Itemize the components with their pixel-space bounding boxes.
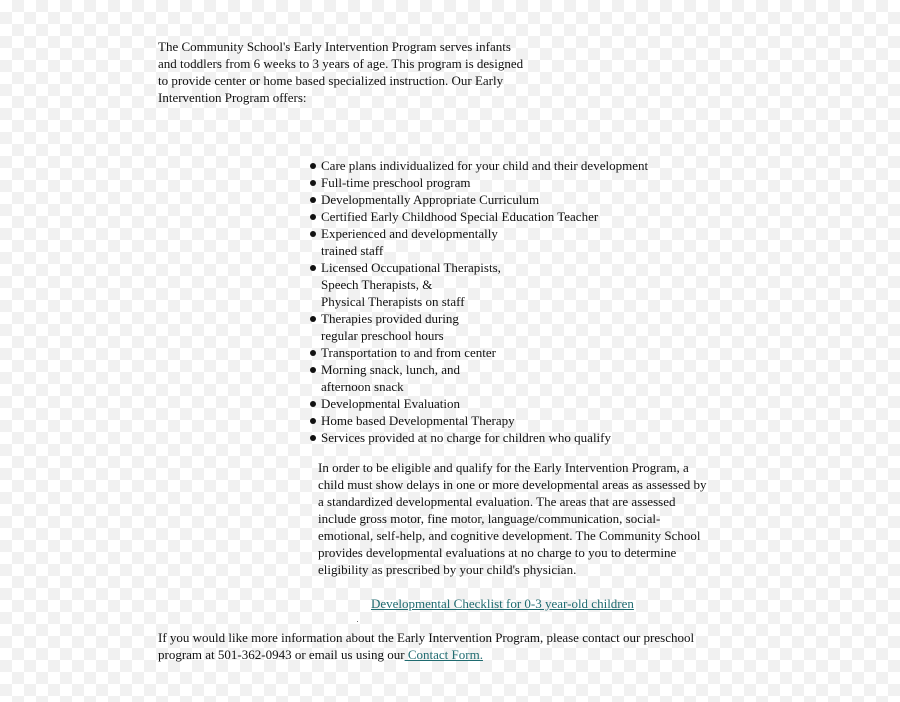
service-item-text: Therapies provided during [321, 311, 459, 326]
intro-paragraph [158, 38, 523, 106]
intro-line: to provide center or home based specialized instruction. Our Early [158, 73, 504, 88]
service-list-item [310, 429, 648, 446]
service-item-text: Experienced and developmentally [321, 226, 498, 241]
service-list-item [310, 191, 648, 208]
service-item-text: Morning snack, lunch, and [321, 362, 461, 377]
service-list-item [310, 157, 648, 174]
intro-line: The Community School's Early Intervention Program serves infants [158, 39, 511, 54]
eligibility-paragraph [318, 459, 706, 578]
eligibility-line: a standardized developmental evaluation. The areas that are assessed [318, 494, 676, 509]
service-item-text: trained staff [321, 243, 384, 258]
eligibility-line: eligibility as prescribed by your child's physician. [318, 562, 577, 577]
service-item-text: regular preschool hours [321, 328, 444, 343]
eligibility-line: provides developmental evaluations at no charge to you to determine [318, 545, 677, 560]
bullet-icon [310, 231, 316, 237]
service-list-item [310, 259, 648, 310]
eligibility-line: child must show delays in one or more developmental areas as assessed by [318, 477, 707, 492]
bullet-icon [310, 180, 316, 186]
service-item-text: Licensed Occupational Therapists, [321, 260, 501, 275]
service-item-text: Developmental Evaluation [321, 396, 460, 411]
service-item-text: Home based Developmental Therapy [321, 413, 515, 428]
service-item-text: afternoon snack [321, 379, 404, 394]
service-item-text: Physical Therapists on staff [321, 294, 465, 309]
service-item-text: Certified Early Childhood Special Education Teacher [321, 209, 599, 224]
intro-line: and toddlers from 6 weeks to 3 years of age. This program is designed [158, 56, 524, 71]
bullet-icon [310, 265, 316, 271]
developmental-checklist-link[interactable]: Developmental Checklist for 0-3 year-old children [371, 596, 634, 611]
service-list-item [310, 412, 648, 429]
intro-line: Intervention Program offers: [158, 90, 307, 105]
bullet-icon [310, 316, 316, 322]
service-list-item [310, 208, 648, 225]
service-list-item [310, 174, 648, 191]
eligibility-line: In order to be eligible and qualify for the Early Intervention Program, a [318, 460, 689, 475]
contact-line-2-text: program at 501-362-0943 or email us using our [158, 647, 405, 662]
service-list-item [310, 361, 648, 395]
bullet-icon [310, 214, 316, 220]
service-list-item [310, 310, 648, 344]
service-list-item [310, 395, 648, 412]
checklist-line [371, 595, 634, 612]
bullet-icon [310, 350, 316, 356]
bullet-icon [310, 418, 316, 424]
service-item-text: Care plans individualized for your child and their development [321, 158, 649, 173]
eligibility-line: emotional, self-help, and cognitive development. The Community School [318, 528, 701, 543]
stray-dot [357, 621, 358, 622]
contact-line-2 [158, 646, 694, 663]
bullet-icon [310, 163, 316, 169]
eligibility-line: include gross motor, fine motor, language/communication, social- [318, 511, 661, 526]
contact-form-link[interactable]: Contact Form. [404, 647, 483, 662]
contact-paragraph [158, 629, 694, 663]
service-item-text: Transportation to and from center [321, 345, 496, 360]
contact-line-1: If you would like more information about the Early Intervention Program, please contact our preschool [158, 630, 695, 645]
bullet-icon [310, 401, 316, 407]
services-list [310, 157, 648, 446]
service-item-text: Speech Therapists, & [321, 277, 433, 292]
service-list-item [310, 344, 648, 361]
service-list-item [310, 225, 648, 259]
bullet-icon [310, 367, 316, 373]
service-item-text: Developmentally Appropriate Curriculum [321, 192, 540, 207]
bullet-icon [310, 197, 316, 203]
bullet-icon [310, 435, 316, 441]
service-item-text: Services provided at no charge for children who qualify [321, 430, 611, 445]
service-item-text: Full-time preschool program [321, 175, 471, 190]
